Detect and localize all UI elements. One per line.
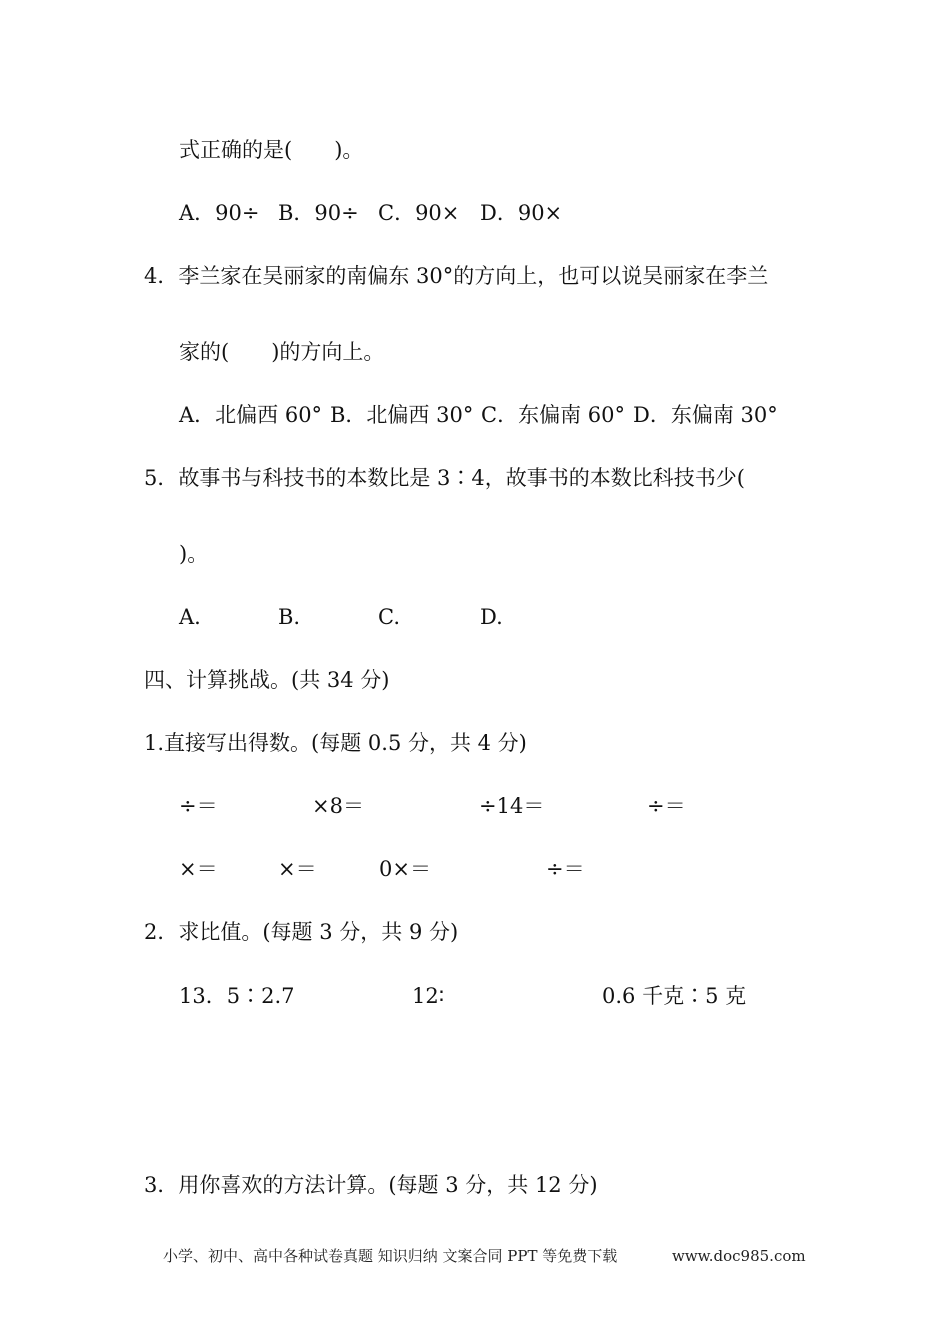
q4-option-b: B．北偏西 30°	[330, 403, 474, 427]
calc-item: ×＝	[179, 857, 218, 881]
part-2-title: 2．求比值。(每题 3 分，共 9 分)	[144, 920, 459, 944]
q5-stem-line2: )。	[179, 542, 209, 566]
calc-item: ÷＝	[179, 794, 218, 818]
calc-item: ÷＝	[647, 794, 686, 818]
footer-url[interactable]: www.doc985.com	[672, 1247, 806, 1265]
calc-item: 0×＝	[379, 857, 431, 881]
ratio-item: 12∶	[412, 984, 445, 1008]
ratio-item: 0.6 千克∶5 克	[602, 984, 747, 1008]
q5-stem-line1: 5．故事书与科技书的本数比是 3∶4，故事书的本数比科技书少(	[144, 466, 745, 490]
q5-option-d: D.	[480, 605, 503, 629]
q3-option-d: D．90×	[480, 201, 563, 225]
ratio-item: 13．5∶2.7	[179, 984, 295, 1008]
section-4-title: 四、计算挑战。(共 34 分)	[144, 668, 390, 692]
q5-option-a: A.	[179, 605, 201, 629]
q3-option-c: C．90×	[378, 201, 460, 225]
q3-stem-line2: 式正确的是( )。	[179, 138, 364, 162]
q4-option-a: A．北偏西 60°	[179, 403, 323, 427]
q4-option-d: D．东偏南 30°	[633, 403, 778, 427]
part-1-title: 1.直接写出得数。(每题 0.5 分，共 4 分)	[144, 731, 527, 755]
q4-stem-line1: 4．李兰家在吴丽家的南偏东 30°的方向上，也可以说吴丽家在李兰	[144, 264, 769, 288]
q5-option-c: C.	[378, 605, 400, 629]
q5-option-b: B.	[278, 605, 301, 629]
calc-item: ÷＝	[546, 857, 585, 881]
q3-option-b: B．90÷	[278, 201, 359, 225]
q4-stem-line2: 家的( )的方向上。	[179, 340, 385, 364]
q3-option-a: A．90÷	[179, 201, 260, 225]
footer-text: 小学、初中、高中各种试卷真题 知识归纳 文案合同 PPT 等免费下载	[163, 1247, 618, 1265]
calc-item: ×8＝	[312, 794, 364, 818]
part-3-title: 3．用你喜欢的方法计算。(每题 3 分，共 12 分)	[144, 1173, 598, 1197]
calc-item: ×＝	[278, 857, 317, 881]
q4-option-c: C．东偏南 60°	[481, 403, 625, 427]
calc-item: ÷14＝	[479, 794, 545, 818]
